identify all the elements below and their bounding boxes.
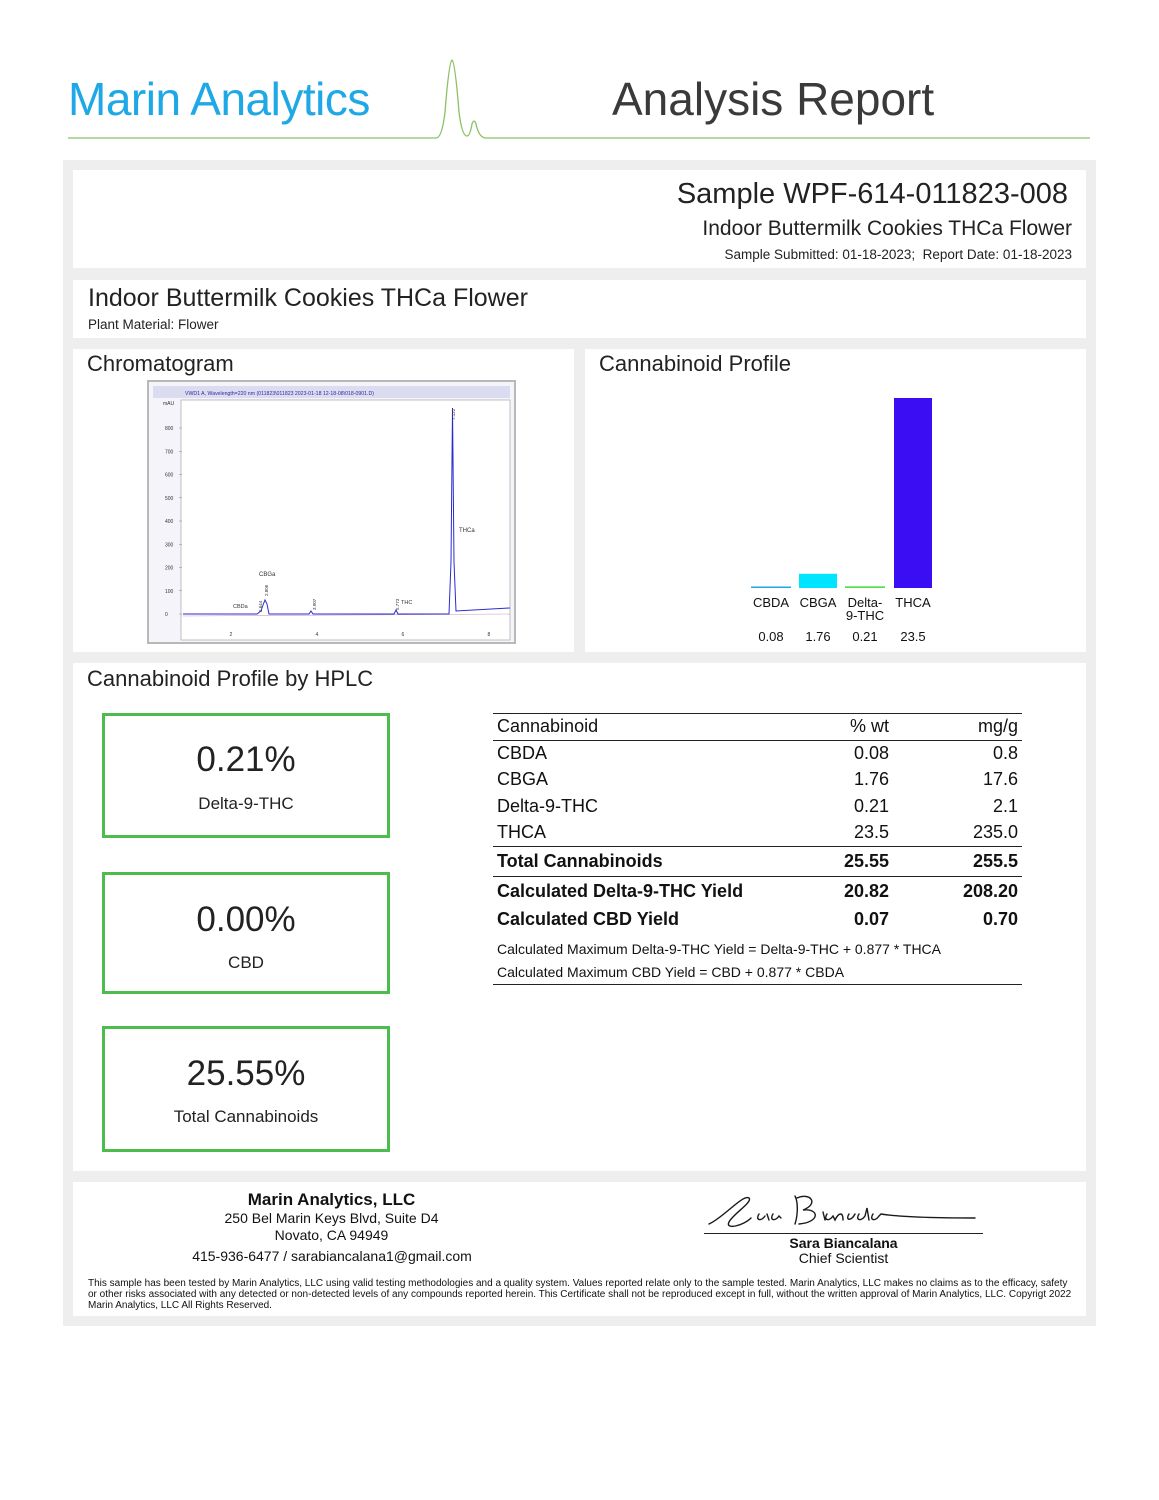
brand-logo-text: Marin Analytics [68,73,370,125]
cell-mg: 255.5 [893,846,1022,876]
bar-thca [894,398,932,588]
chromatogram-x-tick: 2 [229,632,233,638]
chromatogram-x-tick: 4 [315,632,319,638]
category-label: THCA [895,595,931,610]
cell-mg: 2.1 [992,795,1018,816]
table-row [493,767,1022,794]
summary-value: 25.55% [186,1054,306,1093]
table-yield-row [493,876,1022,906]
cell-name: Calculated Delta-9-THC Yield [493,876,793,906]
cell-pct: 23.5 [853,822,889,842]
retention-time: 3.907 [312,598,317,610]
contact-info: 415-936-6477 / sarabiancalana1@gmail.com [192,1248,472,1264]
chromatogram-y-tick: 700 [165,449,174,456]
company-name: Marin Analytics, LLC [247,1190,416,1209]
cannabinoid-profile-chart-panel [585,349,1086,652]
chromatogram-x-tick: 6 [401,632,405,638]
cell-mg: 0.70 [982,908,1018,929]
value-label: 23.5 [900,629,926,644]
address-line: 250 Bel Marin Keys Blvd, Suite D4 [224,1210,439,1226]
disclaimer: This sample has been tested by Marin Analytics, LLC using valid testing methodologies and a quality system. Values reported relate only to the sample tested. Marin Analytics, LLC makes no claims as to the efficacy, safety or other risks associated with any detected or non-detected levels of any compounds reported herein. This Certificate shall not be reproduced except in full, without the written approval of Marin Analytics, LLC. Copyrigt 2022 Marin Analytics, LLC All Rights Reserved. [88,1278,1072,1311]
table-total-row [493,846,1022,876]
bar-cbda [751,587,791,589]
hplc-panel [73,663,1086,1171]
signature-line [704,1233,983,1234]
value-label: 0.21 [852,629,878,644]
table-note-row [493,933,1022,961]
company-block [213,1190,450,1244]
cell-name: Calculated CBD Yield [497,908,680,929]
value-label: 0.08 [758,629,784,644]
retention-time: 7.122 [451,408,456,420]
category-label: CBGA [799,595,837,610]
cell-mg: 235.0 [972,822,1018,842]
summary-label: Delta-9-THC [198,794,294,813]
retention-time: 2.806 [264,584,269,596]
chromatogram-plot [149,382,514,642]
formula-note: Calculated Maximum Delta-9-THC Yield = Delta-9-THC + 0.877 * THCA [497,940,942,957]
plant-material: Plant Material: Flower [88,317,219,332]
summary-box-cbd [102,872,390,994]
chromatogram-y-tick: 400 [165,519,174,525]
formula-note: Calculated Maximum CBD Yield = CBD + 0.877 * CBDA [493,961,1022,985]
table-yield-row [493,906,1022,933]
cell-name: Delta-9-THC [497,795,599,816]
profile-bar-chart [585,349,1086,652]
cell-name: THCA [497,822,546,842]
results-table [493,713,1022,985]
signer-name: Sara Biancalana [789,1235,898,1251]
retention-time: 5.773 [395,598,400,610]
product-panel [73,280,1086,338]
summary-box-total [102,1026,390,1152]
cell-mg: 17.6 [982,769,1018,790]
chromatogram-y-tick: 0 [165,612,168,618]
signer-role: Chief Scientist [798,1250,889,1266]
chromatogram-y-tick: 600 [165,472,174,479]
cell-pct: 20.82 [793,876,893,906]
hplc-title: Cannabinoid Profile by HPLC [87,666,374,691]
table-header-row [493,714,1022,741]
address-line: Novato, CA 94949 [274,1227,389,1243]
category-label: CBDA [752,595,790,610]
retention-time: 2.644 [258,600,263,612]
footer-panel [73,1182,1086,1316]
chromatogram-y-tick: 300 [165,542,174,549]
chromatogram-y-tick: 200 [165,565,174,572]
summary-value: 0.00% [196,900,296,939]
chromatogram-y-tick: 500 [165,495,174,502]
cell-mg: 0.8 [992,743,1018,763]
table-row [493,793,1022,820]
summary-value: 0.21% [196,740,296,779]
peak-label-cbga: CBGa [259,572,276,578]
profile-chart-title: Cannabinoid Profile [599,351,792,376]
chromatogram-panel [73,349,574,652]
cell-pct: 0.07 [853,908,889,929]
table-row [493,740,1022,767]
report-title: Analysis Report [612,73,935,125]
table-row [493,820,1022,847]
chromatogram-title: Chromatogram [87,351,234,376]
chromatogram-y-unit: mAU [163,401,175,407]
category-label: 9-THC [845,608,885,623]
peak-label-thca: THCa [459,528,475,534]
cell-pct: 0.21 [853,795,889,816]
chromatogram-image [147,380,516,644]
cell-name: CBDA [497,743,548,763]
column-header: Cannabinoid [497,716,599,737]
category-label: Delta- [847,595,883,610]
peak-label-cbda: CBDa [233,604,248,610]
column-header: mg/g [977,716,1018,737]
summary-label: Total Cannabinoids [173,1107,319,1126]
cell-pct: 1.76 [853,769,889,790]
sample-info-panel [73,170,1086,268]
column-header: % wt [849,716,889,737]
chromatogram-y-tick: 800 [165,426,174,432]
table-note-row [493,961,1022,985]
summary-box-thc [102,713,390,838]
product-title: Indoor Buttermilk Cookies THCa Flower [88,284,528,312]
summary-label: CBD [228,953,264,972]
value-label: 1.76 [805,629,831,644]
bar-delta-9-thc [845,586,885,588]
signature [703,1184,983,1236]
chromatogram-header-text: VWD1 A, Wavelength=220 nm (011823\011823 2023-01-18 12-18-08\018-0901.D) [185,391,374,397]
chromatogram-x-tick: 8 [487,632,491,638]
chromatogram-y-tick: 100 [165,588,174,595]
cell-name: Total Cannabinoids [493,846,793,876]
peak-label-thc: THC [401,600,413,606]
cell-name: CBGA [497,769,549,790]
sample-id: Sample WPF-614-011823-008 [676,178,1068,210]
cell-pct: 25.55 [793,846,893,876]
sample-dates: Sample Submitted: 01-18-2023; Report Date: 01-18-2023 [724,247,1072,262]
cell-mg: 208.20 [893,876,1022,906]
bar-cbga [799,574,837,588]
sample-name: Indoor Buttermilk Cookies THCa Flower [702,217,1072,240]
cell-pct: 0.08 [853,743,889,763]
